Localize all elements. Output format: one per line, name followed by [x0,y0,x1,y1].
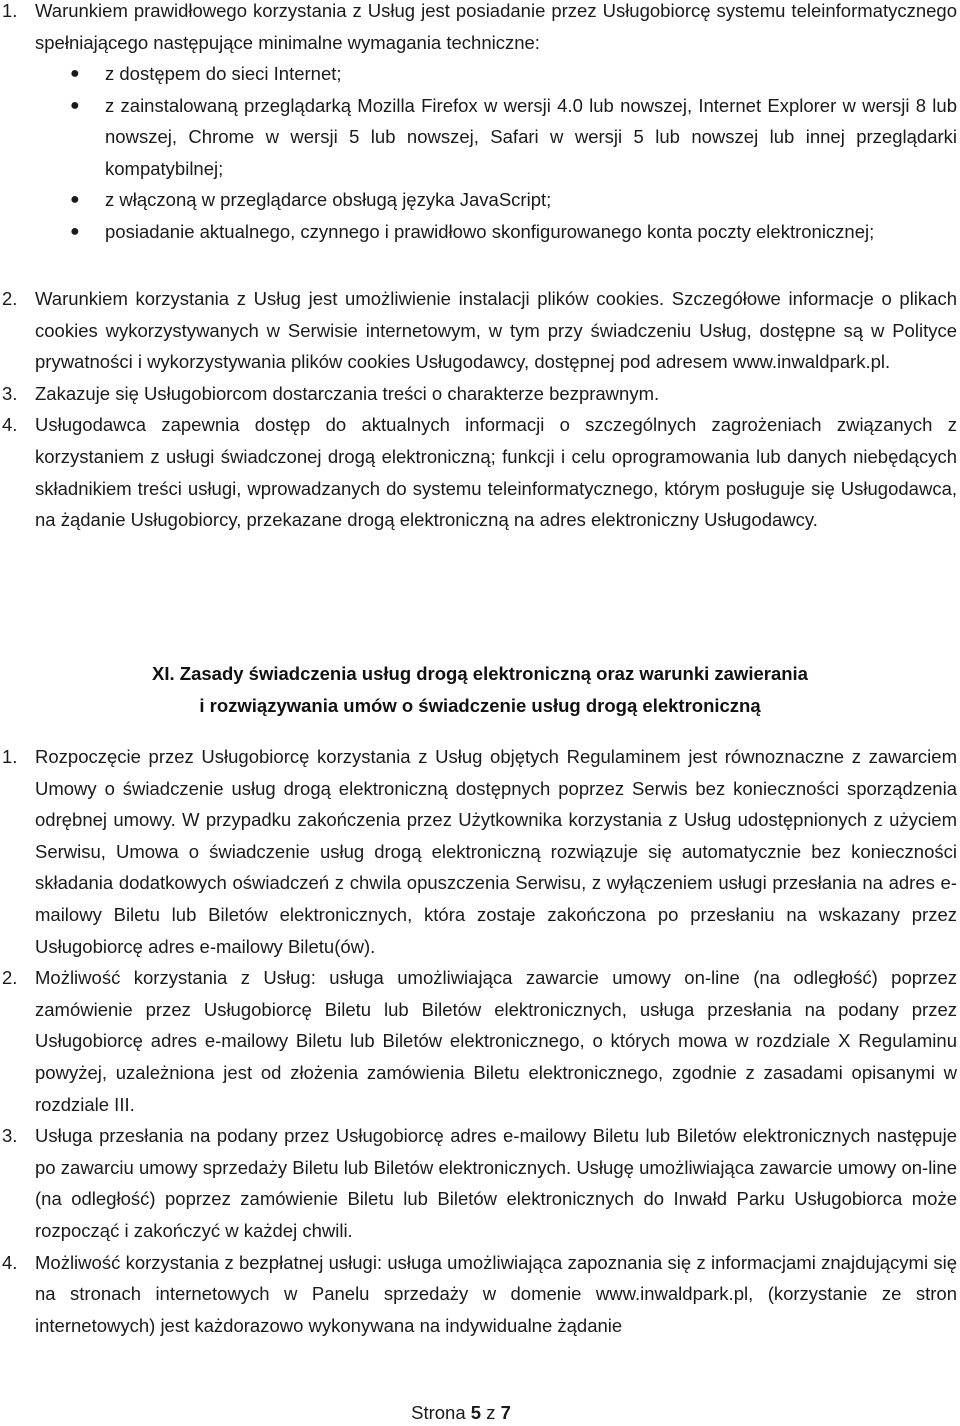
list-item [0,0,960,58]
bullet-text: z zainstalowaną przeglądarką Mozilla Firefox w wersji 4.0 lub nowszej, Internet Explorer w wersji 8 lub nowszej, Chrome w wersji 5 lub nowszej, Safari w wersji 5 lub nowszej lub innej przeglądarki kompatybilnej; [105,94,957,179]
page-current: 5 [470,1402,482,1423]
list-number: 1. [2,0,18,21]
page-footer [0,1400,922,1426]
list-text: Warunkiem prawidłowego korzystania z Usług jest posiadanie przez Usługobiorcę systemu teleinformatycznego spełniającego następujące minimalne wymagania techniczne: [35,0,957,53]
list-text: Możliwość korzystania z bezpłatnej usługi: usługa umożliwiająca zapoznania się z informacjami znajdującymi się na stronach internetowych w Panelu sprzedaży w domenie www.inwaldpark.pl, (korzystanie ze stron internetowych) jest każdorazowo wykonywana na indywidualne żądanie [35,1251,957,1336]
section-list [0,741,960,1341]
list-number: 1. [2,746,18,767]
bullet-text: z włączoną w przeglądarce obsługą języka JavaScript; [105,189,552,211]
list-number: 3. [2,382,18,404]
bullet-item [0,90,960,185]
page-separator: z [486,1402,496,1423]
list-item [0,741,960,962]
list-item [0,378,960,410]
list-item [0,283,960,378]
section-heading [0,658,960,721]
bullet-icon: ● [70,96,80,114]
bullet-icon: ● [70,65,80,82]
conditions-list [0,283,960,536]
list-text: Usługa przesłania na podany przez Usługobiorcę adres e-mailowy Biletu lub Biletów elektronicznych następuje po zawarciu umowy sprzedaży Biletu lub Biletów elektronicznych. Usługę umożliwiająca zawarcie umowy on-line (na odległość) poprzez zamówienie Biletu lub Biletów elektronicznych do Inwałd Parku Usługobiorca może rozpocząć i zakończyć w każdej chwili. [35,1125,957,1241]
bullet-item [0,184,960,216]
list-text: Zakazuje się Usługobiorcom dostarczania treści o charakterze bezprawnym. [35,382,660,404]
bullet-item [0,58,960,90]
list-item [0,1247,960,1342]
list-text: Możliwość korzystania z Usług: usługa umożliwiająca zawarcie umowy on-line (na odległość) poprzez zamówienie przez Usługobiorcę Biletu lub Biletów elektronicznych, usługa przesłania na podany przez Usługobiorcę adres e-mailowy Biletu lub Biletów elektronicznego, o których mowa w rozdziale X Regulaminu powyżej, uzależniona jest od złożenia zamówienia Biletu elektronicznego, zgodnie z zasadami opisanymi w rozdziale III. [35,967,957,1115]
list-item [0,409,960,535]
section-heading-line-2: i rozwiązywania umów o świadczenie usług drogą elektroniczną [199,694,761,716]
list-item [0,962,960,1120]
list-number: 4. [2,414,18,436]
requirements-list-intro [0,0,960,58]
list-item [0,1120,960,1246]
list-number: 3. [2,1125,18,1147]
bullet-icon: ● [70,222,80,240]
bullet-text: posiadanie aktualnego, czynnego i prawidłowo skonfigurowanego konta poczty elektronicznej; [105,220,875,242]
list-number: 2. [2,288,18,309]
page-total: 7 [500,1402,511,1423]
list-number: 4. [2,1251,18,1273]
bullet-text: z dostępem do sieci Internet; [105,63,342,84]
list-text: Rozpoczęcie przez Usługobiorcę korzystania z Usług objętych Regulaminem jest równoznaczne z zawarciem Umowy o świadczenie usług drogą elektroniczną dostępnych poprzez Serwis bez konieczności sporządzenia odrębnej umowy. W przypadku zakończenia przez Użytkownika korzystania z Usług udostępnionych z użyciem Serwisu, Umowa o świadczenie usług drogą elektroniczną rozwiązuje się automatycznie bez konieczności składania dodatkowych oświadczeń z chwila opuszczenia Serwisu, z wyłączeniem usługi przesłania na adres e-mailowy Biletu lub Biletów elektronicznych, która zostaje zakończona po przesłaniu na wskazany przez Usługobiorcę adres e-mailowy Biletu(ów). [35,746,957,957]
requirements-bullets [0,58,960,248]
bullet-item [0,216,960,248]
list-text: Usługodawca zapewnia dostęp do aktualnych informacji o szczególnych zagrożeniach związanych z korzystaniem z usługi świadczonej drogą elektroniczną; funkcji i celu oprogramowania lub danych niebędących składnikiem treści usługi, wprowadzanych do systemu teleinformatycznego, którym posługuje się Usługodawca, na żądanie Usługobiorcy, przekazane drogą elektroniczną na adres elektroniczny Usługodawcy. [35,414,957,531]
section-heading-line-1: XI. Zasady świadczenia usług drogą elektroniczną oraz warunki zawierania [152,663,808,684]
list-number: 2. [2,967,18,989]
bullet-icon: ● [70,191,80,209]
list-text: Warunkiem korzystania z Usług jest umożliwienie instalacji plików cookies. Szczegółowe informacje o plikach cookies wykorzystywanych w Serwisie internetowym, w tym przy świadczeniu Usług, dostępne są w Polityce prywatności i wykorzystywania plików cookies Usługodawcy, dostępnej pod adresem www.inwaldpark.pl. [35,288,957,373]
page-label: Strona [411,1402,466,1423]
